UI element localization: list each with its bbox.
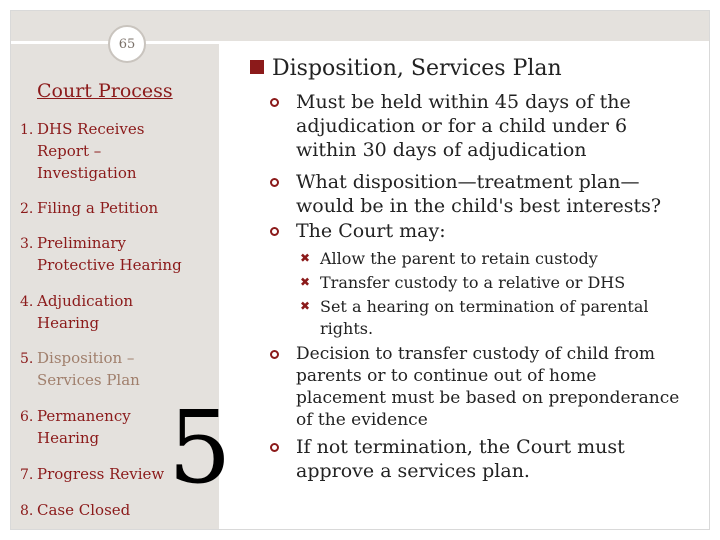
ring-bullet-icon bbox=[270, 443, 279, 452]
bullet-item bbox=[270, 90, 690, 162]
ring-bullet-icon bbox=[270, 98, 279, 107]
step-label: Preliminary Protective Hearing bbox=[37, 234, 182, 274]
bullet-text: Decision to transfer custody of child from parents or to continue out of home placement must be based on preponderance of the evidence bbox=[296, 344, 680, 430]
step-label: DHS Receives Report – Investigation bbox=[37, 120, 145, 182]
step-label: Case Closed bbox=[37, 501, 131, 519]
step-number: 6. bbox=[20, 409, 34, 425]
step-label: Disposition – Services Plan bbox=[37, 349, 140, 389]
step-label: Filing a Petition bbox=[37, 199, 159, 217]
bullet-text: What disposition—treatment plan—would be in the child's best interests? bbox=[296, 171, 662, 217]
step-number: 4. bbox=[20, 294, 34, 310]
x-bullet-icon: ✖ bbox=[300, 251, 311, 265]
sub-bullet-item bbox=[300, 272, 690, 294]
step-number: 3. bbox=[20, 236, 34, 252]
sub-bullet-text: Transfer custody to a relative or DHS bbox=[320, 273, 626, 292]
sub-bullet-text: Allow the parent to retain custody bbox=[320, 249, 598, 268]
sub-bullet-item bbox=[300, 296, 690, 340]
step-label: Permanency Hearing bbox=[37, 407, 131, 447]
step-label: Progress Review bbox=[37, 465, 165, 483]
step-8 bbox=[20, 499, 177, 522]
bullet-text: Must be held within 45 days of the adjudication or for a child under 6 within 30 days of adjudication bbox=[296, 91, 631, 161]
ring-bullet-icon bbox=[270, 227, 279, 236]
step-number: 8. bbox=[20, 503, 34, 519]
step-6 bbox=[20, 405, 147, 449]
step-4 bbox=[20, 290, 152, 334]
ring-bullet-icon bbox=[270, 350, 279, 359]
slide-number: 65 bbox=[118, 36, 136, 52]
step-3 bbox=[20, 232, 197, 276]
step-number: 1. bbox=[20, 122, 34, 138]
slide-number-badge bbox=[108, 25, 146, 63]
bullet-text: If not termination, the Court must approve a services plan. bbox=[296, 436, 625, 482]
current-step-number: 5 bbox=[168, 389, 232, 506]
step-1 bbox=[20, 118, 162, 184]
x-bullet-icon: ✖ bbox=[300, 275, 311, 289]
step-number: 5. bbox=[20, 351, 34, 367]
step-2 bbox=[20, 197, 197, 220]
step-number: 7. bbox=[20, 467, 34, 483]
bullet-item bbox=[270, 170, 690, 218]
slide-heading bbox=[250, 56, 562, 81]
sub-bullet-item bbox=[300, 248, 690, 270]
ring-bullet-icon bbox=[270, 178, 279, 187]
step-number: 2. bbox=[20, 201, 34, 217]
step-5 bbox=[20, 347, 167, 391]
heading-text: Disposition, Services Plan bbox=[272, 56, 562, 81]
left-panel-title: Court Process bbox=[37, 80, 173, 102]
step-label: Adjudication Hearing bbox=[37, 292, 134, 332]
bullet-item bbox=[270, 219, 690, 243]
bullet-item bbox=[270, 435, 690, 483]
square-bullet-icon bbox=[250, 60, 264, 74]
bullet-item bbox=[270, 343, 690, 431]
x-bullet-icon: ✖ bbox=[300, 299, 311, 313]
bullet-text: The Court may: bbox=[296, 220, 446, 242]
sub-bullet-text: Set a hearing on termination of parental rights. bbox=[320, 297, 649, 338]
